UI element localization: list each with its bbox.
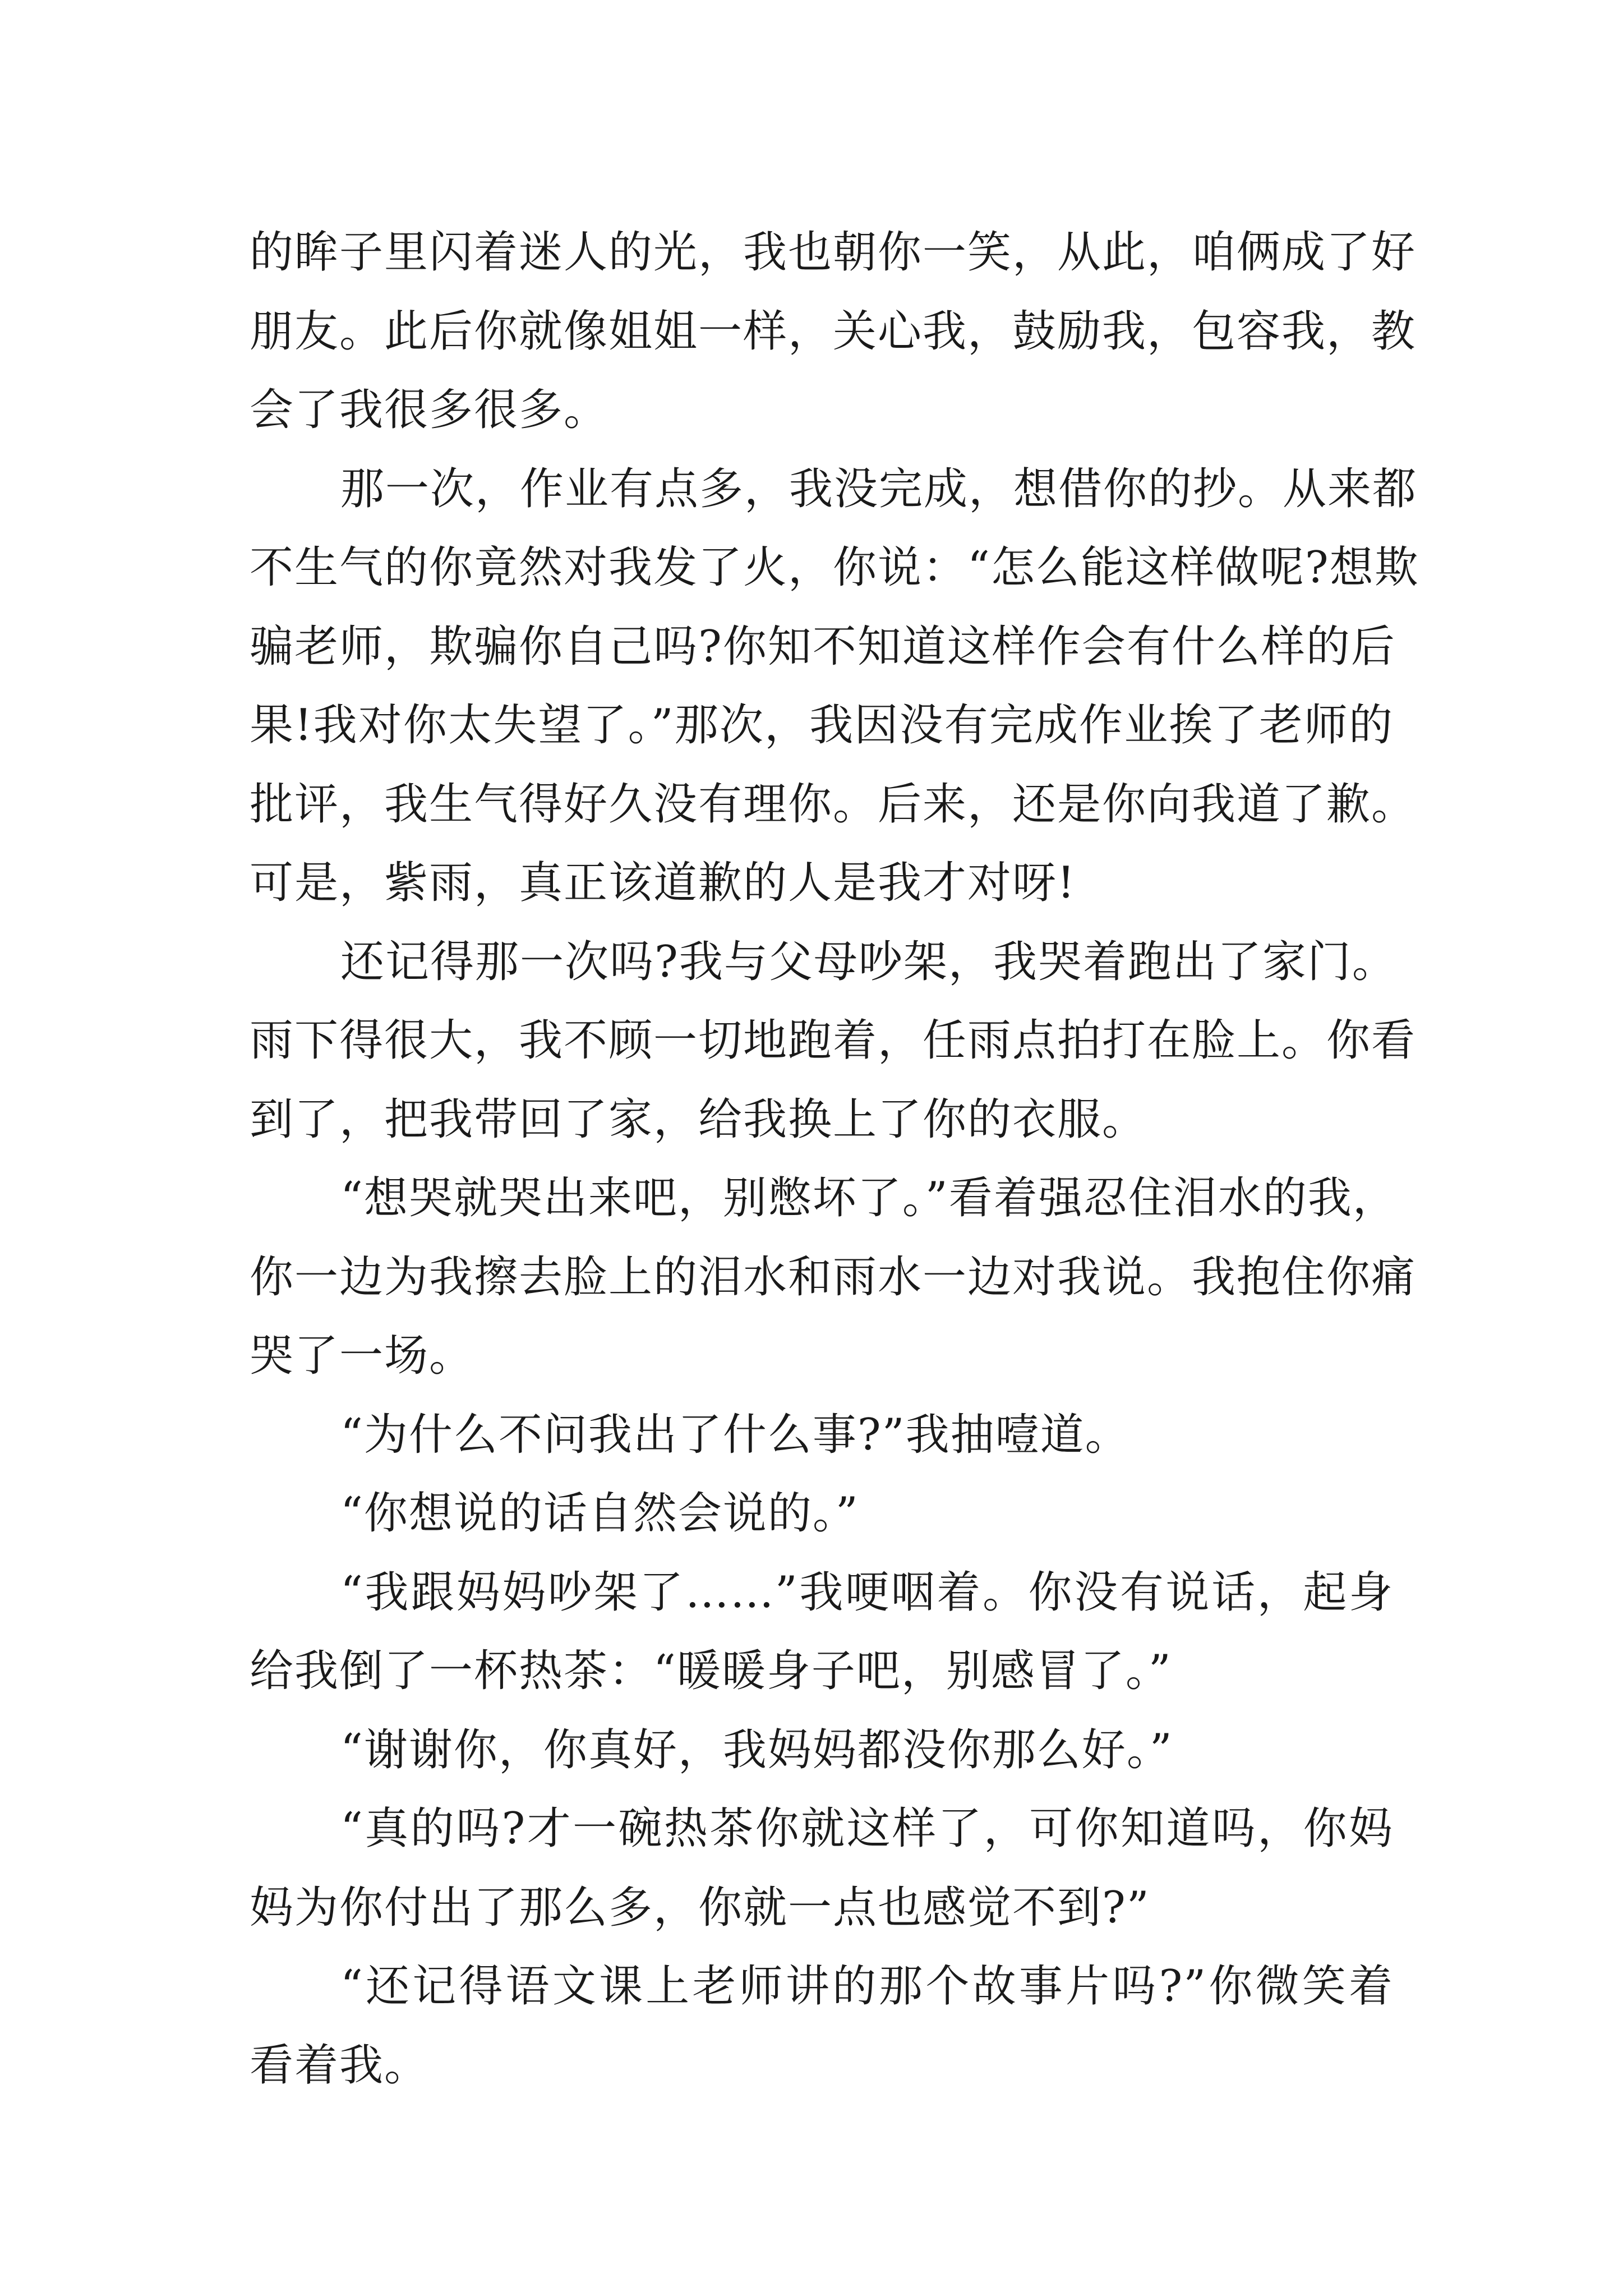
text-line: “为什么不问我出了什么事?”我抽噎道。	[340, 1409, 1130, 1460]
text-line: 那一次，作业有点多，我没完成，想借你的抄。从来都	[340, 463, 1418, 514]
text-line: “还记得语文课上老师讲的那个故事片吗?”你微笑着	[340, 1961, 1394, 2012]
text-line: 到了，把我带回了家，给我换上了你的衣服。	[250, 1094, 1147, 1145]
text-line: “你想说的话自然会说的。”	[340, 1488, 859, 1539]
text-line: “我跟妈妈吵架了……”我哽咽着。你没有说话，起身	[340, 1567, 1394, 1618]
text-line: 你一边为我擦去脸上的泪水和雨水一边对我说。我抱住你痛	[250, 1251, 1417, 1303]
text-line: 妈为你付出了那么多，你就一点也感觉不到?”	[250, 1882, 1150, 1933]
text-line: 的眸子里闪着迷人的光，我也朝你一笑，从此，咱俩成了好	[250, 227, 1417, 278]
text-line: 给我倒了一杯热茶：“暖暖身子吧，别感冒了。”	[250, 1646, 1172, 1696]
text-line: 雨下得很大，我不顾一切地跑着，任雨点拍打在脸上。你看	[250, 1015, 1417, 1066]
text-line: 骗老师，欺骗你自己吗?你知不知道这样作会有什么样的后	[250, 621, 1396, 672]
text-line: 果!我对你太失望了。”那次，我因没有完成作业挨了老师的	[250, 700, 1394, 751]
text-line: 看着我。	[250, 2040, 430, 2091]
text-line: “真的吗?才一碗热茶你就这样了，可你知道吗，你妈	[340, 1803, 1394, 1854]
text-line: 还记得那一次吗?我与父母吵架，我哭着跑出了家门。	[340, 936, 1397, 987]
text-line: 批评，我生气得好久没有理你。后来，还是你向我道了歉。	[250, 779, 1417, 830]
text-line: 不生气的你竟然对我发了火，你说：“怎么能这样做呢?想欺	[250, 542, 1419, 593]
text-line: 朋友。此后你就像姐姐一样，关心我，鼓励我，包容我，教	[250, 306, 1417, 357]
text-line: 哭了一场。	[250, 1331, 474, 1381]
text-line: 可是，紫雨，真正该道歉的人是我才对呀!	[250, 858, 1076, 908]
text-line: 会了我很多很多。	[250, 385, 609, 435]
text-line: “想哭就哭出来吧，别憋坏了。”看着强忍住泪水的我，	[340, 1173, 1398, 1223]
text-line: “谢谢你，你真好，我妈妈都没你那么好。”	[340, 1724, 1173, 1775]
